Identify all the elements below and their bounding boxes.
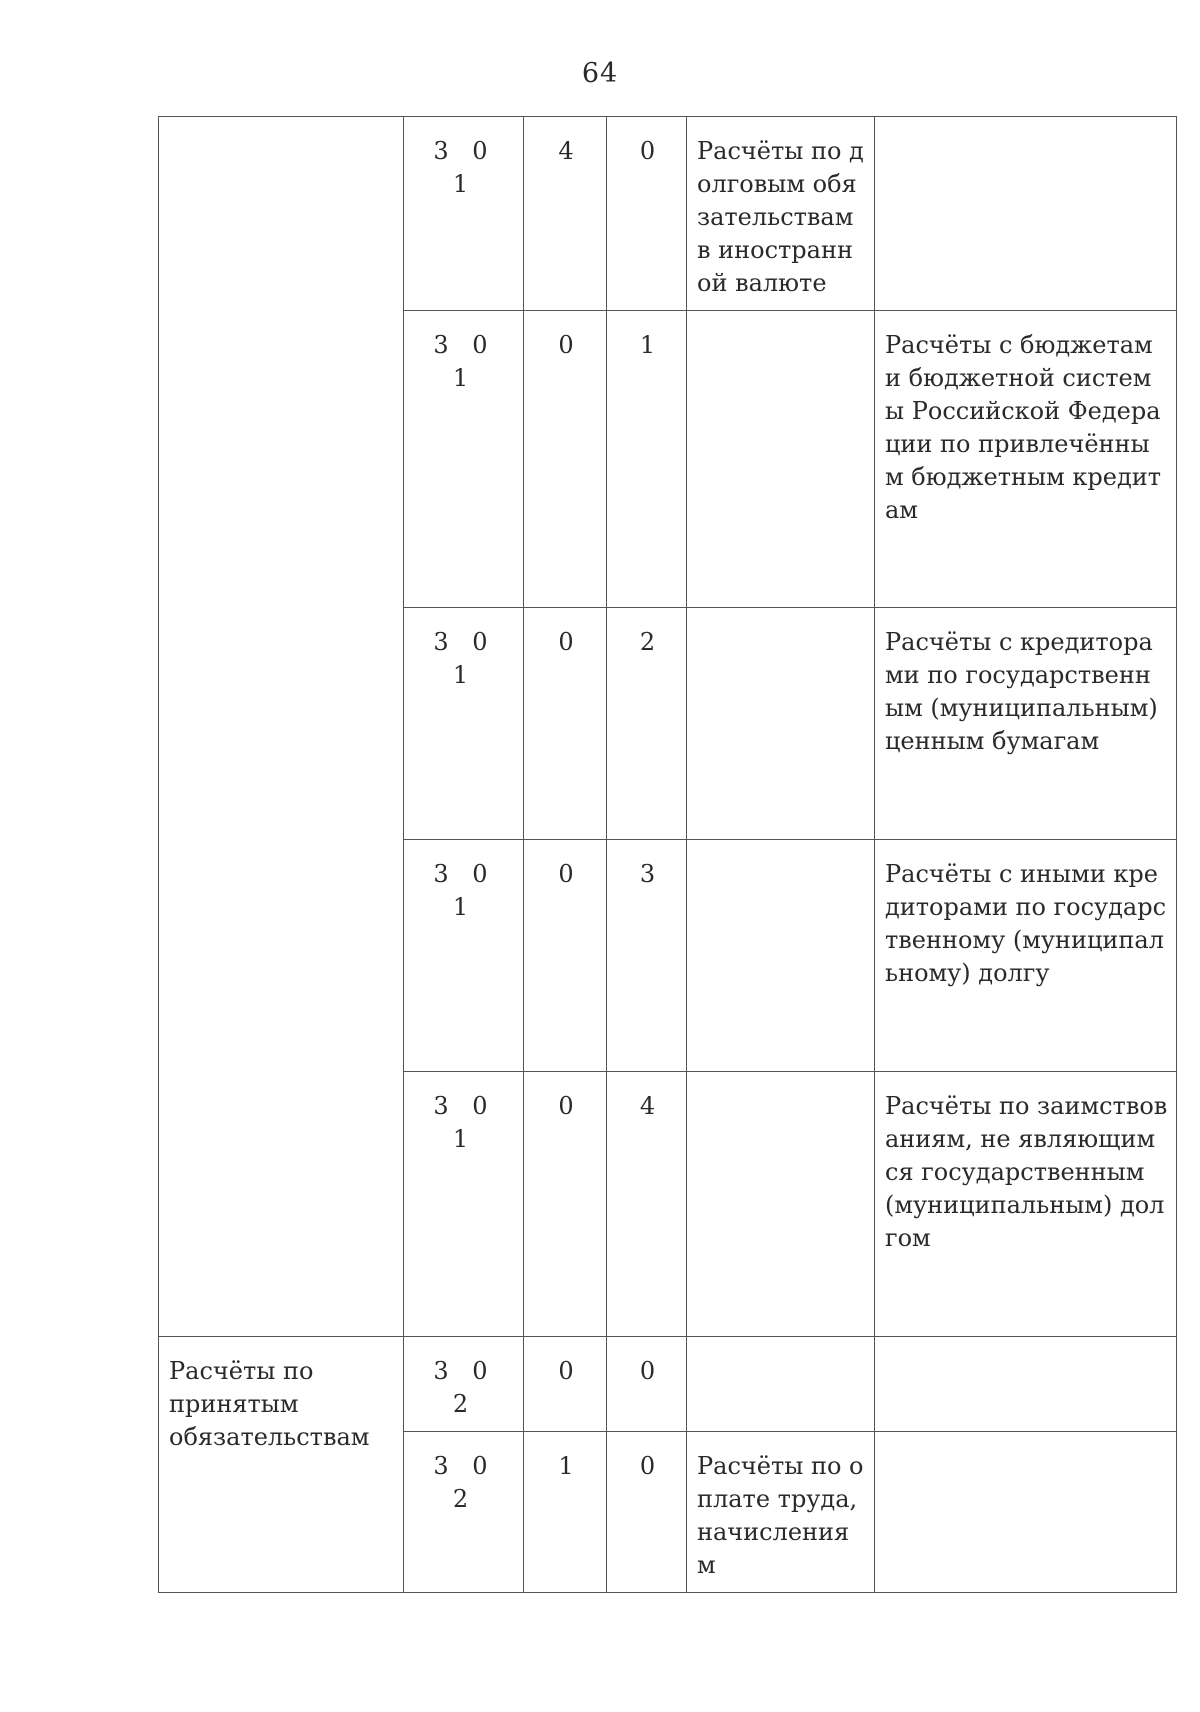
group-code-cell: 1 bbox=[524, 1432, 607, 1593]
table-row bbox=[159, 117, 1177, 311]
group-code-cell: 0 bbox=[524, 1072, 607, 1337]
account-name-cell: Расчёты с иными кредиторами по государственному (муниципальному) долгу bbox=[875, 840, 1177, 1072]
subgroup-code-cell: 0 bbox=[607, 1432, 687, 1593]
subgroup-code-cell: 3 bbox=[607, 840, 687, 1072]
account-name-cell: Расчёты с бюджетами бюджетной системы Российской Федерации по привлечённым бюджетным кредитам bbox=[875, 311, 1177, 608]
account-name-cell bbox=[875, 117, 1177, 311]
subgroup-code-cell: 1 bbox=[607, 311, 687, 608]
account-group-name-cell: Расчёты по принятым обязательствам bbox=[159, 1337, 404, 1593]
group-code-cell: 0 bbox=[524, 608, 607, 840]
subgroup-name-cell: Расчёты по оплате труда, начислениям bbox=[687, 1432, 875, 1593]
group-code-cell: 0 bbox=[524, 1337, 607, 1432]
account-code-cell: 3 0 1 bbox=[404, 117, 524, 311]
group-code-cell: 4 bbox=[524, 117, 607, 311]
subgroup-name-cell bbox=[687, 1337, 875, 1432]
group-code-cell: 0 bbox=[524, 311, 607, 608]
subgroup-name-cell bbox=[687, 840, 875, 1072]
account-name-cell: Расчёты по заимствованиям, не являющимся государственным (муниципальным) долгом bbox=[875, 1072, 1177, 1337]
account-code-cell: 3 0 1 bbox=[404, 311, 524, 608]
account-code-cell: 3 0 1 bbox=[404, 1072, 524, 1337]
subgroup-code-cell: 0 bbox=[607, 117, 687, 311]
account-name-cell bbox=[875, 1337, 1177, 1432]
subgroup-name-cell bbox=[687, 311, 875, 608]
table-row bbox=[159, 1337, 1177, 1432]
subgroup-name-cell bbox=[687, 608, 875, 840]
account-name-cell bbox=[875, 1432, 1177, 1593]
account-code-cell: 3 0 1 bbox=[404, 840, 524, 1072]
account-code-cell: 3 0 2 bbox=[404, 1432, 524, 1593]
group-code-cell: 0 bbox=[524, 840, 607, 1072]
subgroup-code-cell: 0 bbox=[607, 1337, 687, 1432]
account-code-cell: 3 0 1 bbox=[404, 608, 524, 840]
subgroup-code-cell: 4 bbox=[607, 1072, 687, 1337]
account-code-cell: 3 0 2 bbox=[404, 1337, 524, 1432]
subgroup-code-cell: 2 bbox=[607, 608, 687, 840]
accounts-table bbox=[158, 116, 1177, 1593]
account-name-cell: Расчёты с кредиторами по государственным (муниципальным) ценным бумагам bbox=[875, 608, 1177, 840]
subgroup-name-cell bbox=[687, 1072, 875, 1337]
subgroup-name-cell: Расчёты по долговым обязательствам в иностранной валюте bbox=[687, 117, 875, 311]
account-group-cell bbox=[159, 117, 404, 1337]
page-number: 64 bbox=[581, 58, 619, 89]
